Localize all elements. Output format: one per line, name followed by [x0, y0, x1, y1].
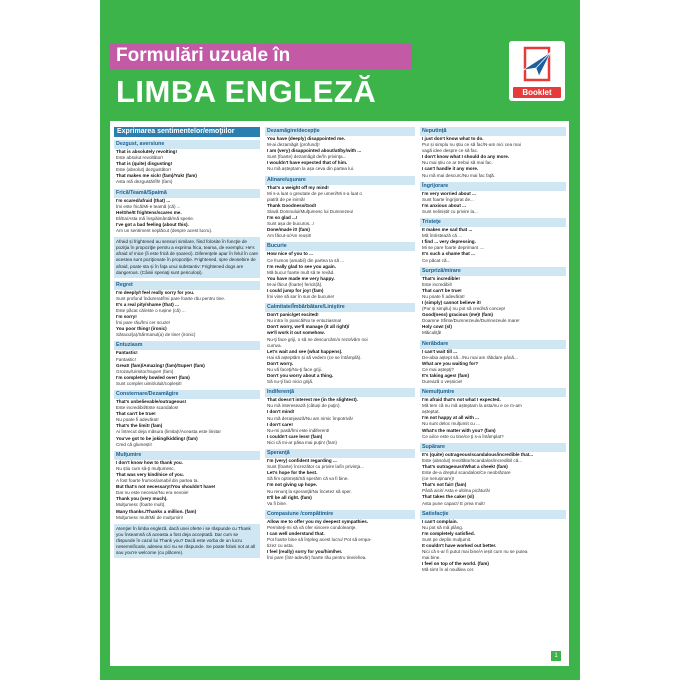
english-phrase: Fantastic!	[116, 350, 138, 356]
romanian-translation: Mi s-a luat o greutate de pe umeri/Mi s-a luat o	[267, 190, 362, 196]
section-heading: Entuziasm	[114, 341, 260, 350]
page-title: LIMBA ENGLEZĂ	[116, 74, 377, 109]
romanian-translation: Ai întrecut deja măsura (limita)!/Aceasta este limita!	[116, 429, 221, 435]
romanian-translation: Nu știu cum să-ţi mulţumesc.	[116, 465, 175, 471]
romanian-translation: Este absolut revoltător!	[116, 155, 163, 161]
content-sheet	[110, 121, 569, 666]
english-phrase: I'm deeply/I feel really sorry for you.	[116, 289, 195, 295]
romanian-translation: De-abia aștept să.../Nu mai am răbdare până...	[422, 354, 518, 360]
romanian-translation: Să nu-ţi faci nicio grijă.	[267, 379, 314, 385]
section-heading: Speranţă	[265, 449, 415, 458]
romanian-translation: Nu sunt deloc mulţumit cu ...	[422, 421, 480, 427]
romanian-translation: Va fi bine.	[267, 500, 288, 506]
section-exprimarea-sentimentelor-emotiilor	[114, 127, 260, 137]
romanian-translation: Sunt complet uimit/uluit/copleșit!	[116, 380, 182, 386]
english-phrase: I'm not happy at all with ...	[422, 415, 479, 421]
english-phrase: Let's hope for the best.	[267, 470, 318, 476]
section-heading: Bucurie	[265, 242, 415, 251]
romanian-translation: piatră de pe inimă!	[267, 196, 305, 202]
section-heading: Consternare/Dezamăgire	[114, 390, 260, 399]
romanian-translation: Sunt (foarte) încrezător cu privire la/în privinţa...	[267, 464, 365, 470]
paper-plane-icon	[521, 46, 553, 84]
romanian-translation: Doamne Sfinte/Dumnezeule/Dumnezeule mare!	[422, 318, 520, 324]
romanian-translation: Ce păcat că...	[422, 257, 451, 263]
romanian-translation: Îmi pare rău/Îmi cer scuze!	[116, 320, 171, 326]
romanian-translation: Sunt pe deplin mulţumit.	[422, 536, 472, 542]
english-phrase: That's incredible!	[422, 275, 460, 281]
section-consternare-dezamagire	[114, 390, 260, 448]
column-1	[114, 127, 260, 662]
section-heading: Neputinţă	[420, 127, 566, 136]
section-heading: Dezgust, aversiune	[114, 140, 260, 149]
romanian-translation: Nu mă așteptam la așa ceva din partea lui.	[267, 166, 355, 172]
romanian-translation: Săracul(a)/Sărmanul(a) de tine! (ironic)	[116, 332, 196, 338]
romanian-translation: Este păcat că/este o rușine (că) ...	[116, 307, 186, 313]
english-phrase: I'm so glad ...!	[267, 215, 298, 221]
english-phrase: You have made me very happy.	[267, 275, 335, 281]
section-heading: Dezamăgire/decepţie	[265, 127, 415, 136]
romanian-translation: Nu mă mai descurc/Nu mai fac faţă.	[422, 172, 496, 178]
romanian-translation: vagă idee despre ce să fac.	[422, 148, 479, 154]
section-heading: Frică/Teamă/Spaimă	[114, 189, 260, 198]
romanian-translation: Am făcut-o/Am reușit!	[267, 233, 312, 239]
romanian-translation: Nici că mi-ar păsa mai puţin! (fam)	[267, 439, 337, 445]
romanian-translation: M-ai făcut (foarte) fericit(ă).	[267, 281, 323, 287]
romanian-translation: Mă simt în al nouălea cer.	[422, 567, 475, 573]
section-surpriza-mirare	[420, 267, 566, 337]
romanian-translation: Sunt neliniștit cu privire la...	[422, 208, 478, 214]
romanian-translation: Sunt foarte îngrijorat de...	[422, 196, 474, 202]
romanian-translation: Îmi vine să sar în sus de bucurie!	[267, 294, 335, 300]
romanian-translation: Pot foarte bine să înţeleg acest lucru/ Pot să empa-	[267, 537, 372, 543]
english-phrase: I couldn't care less! (fam)	[267, 433, 323, 439]
section-bucurie	[265, 242, 415, 300]
section-heading: Mulţumire	[114, 451, 260, 460]
english-phrase: I am (very) disappointed about/at/by/with ...	[267, 148, 362, 154]
romanian-translation: Pur și simplu nu știu ce să fac/N-am nici cea mai	[422, 142, 521, 148]
romanian-translation: Nu poate fi adevărat!	[116, 417, 159, 423]
english-phrase: we'll work it out somehow.	[267, 330, 325, 336]
english-phrase: That's unbelievable/outrageous!	[116, 399, 187, 404]
english-phrase: Don't you worry about a thing.	[267, 373, 334, 379]
english-phrase: Great! (fam)/Amazing! (fam)/Super! (fam)	[116, 362, 205, 368]
english-phrase: That was very kind/nice of you.	[116, 471, 184, 477]
english-phrase: I can't complain.	[422, 518, 458, 524]
english-phrase: I can't wait till ...	[422, 348, 458, 354]
info-note: Afraid și frightened au sensuri similare, fiind folosite în funcţie de poziţia în propoziţie pentru a exprima frica, teama, de exemplu: He's afraid of mice (Îi este frică de șoareci). Diferenţele apar în felul în care acestea sunt poziţionate în propoziţie. Frightened, spre deosebire de afraid, poate sta și în faţa unui substantiv: Frightened dogs are dangerous. (Câinii speriaţi sunt periculoși).	[114, 237, 260, 278]
section-regret	[114, 281, 260, 339]
english-phrase: That's not fair! (fam)	[422, 482, 467, 488]
romanian-translation: Durează o veșnicie!	[422, 379, 463, 384]
english-phrase: I (simply) cannot believe it!	[422, 299, 481, 305]
section-heading: Nemulţumire	[420, 388, 566, 397]
romanian-translation: Sunt (foarte) dezamăgit de/în privinţa...	[267, 154, 347, 160]
english-phrase: Thank Goodness/God!	[267, 202, 317, 208]
english-phrase: It's a real pity/shame (that) ...	[116, 301, 179, 307]
romanian-translation: Mulţumesc (foarte mult).	[116, 502, 166, 508]
romanian-translation: Nu vă faceţi/Nu-ţi face griji.	[267, 367, 322, 372]
english-phrase: Let's wait and see (what happens).	[267, 348, 343, 354]
english-phrase: It'll be all right. (fam)	[267, 494, 312, 500]
english-phrase: That can't be true!	[116, 411, 156, 417]
section-frica-teama-spaima	[114, 189, 260, 235]
phrasebook-page	[100, 0, 580, 680]
english-phrase: That's a weight off my mind!	[267, 184, 329, 190]
romanian-translation: Este incredibil/Este scandalos!	[116, 405, 179, 411]
logo-text: Booklet	[513, 87, 561, 98]
romanian-translation: Este (absolut) dezgustător!	[116, 167, 171, 173]
section-heading: Satisfacţie	[420, 510, 566, 519]
english-phrase: Good(ness) gracious (me)! (fam)	[422, 312, 493, 318]
romanian-translation: Mă bucur foarte mult să te revăd.	[267, 269, 335, 275]
english-phrase: Many thanks./Thanks a million. (fam)	[116, 508, 197, 514]
english-phrase: That can't be true!	[422, 287, 462, 293]
english-phrase: That is (quite) disgusting!	[116, 161, 173, 167]
romanian-translation: Nu mă interesează (câtuși de puţin).	[267, 403, 341, 409]
english-phrase: I'm very worried about ...	[422, 190, 476, 196]
column-3	[420, 127, 566, 662]
romanian-translation: Nu intra în panică/Nu te entuziasma!	[267, 318, 342, 324]
romanian-translation: Cred că glumești!	[116, 441, 152, 447]
english-phrase: You've got to be joking/kidding! (fam)	[116, 435, 198, 441]
section-heading: Calmitate/Îmbărbătare/Liniştire	[265, 303, 415, 312]
romanian-translation: Nu poate fi adevărat!	[422, 293, 465, 299]
english-phrase: It's such a shame that ...	[422, 251, 475, 257]
section-heading: Tristeţe	[420, 218, 566, 227]
romanian-translation: Grozav/Uimitor/Super! (fam)	[116, 368, 174, 374]
english-phrase: It couldn't have worked out better.	[422, 542, 497, 548]
romanian-translation: Să fim optimiști/Să sperăm că va fi bine.	[267, 476, 349, 482]
english-phrase: I find ... very depressing.	[422, 239, 476, 245]
english-phrase: Don't panic/get excited!	[267, 312, 319, 318]
romanian-translation: Nu-mi pasă/Îmi este indiferent!	[267, 427, 330, 433]
english-phrase: I feel (really) sorry for you/him/her.	[267, 549, 343, 555]
romanian-translation: Ce mai aștepţi?	[422, 366, 454, 372]
english-phrase: Don't worry, we'll manage (it all right)/	[267, 324, 350, 330]
romanian-translation: tizez cu asta.	[267, 543, 294, 549]
romanian-translation: M-ai dezamăgit (profund)!	[267, 142, 320, 148]
section-satisfactie	[420, 510, 566, 574]
romanian-translation: Am un sentiment neplăcut (despre acest lucru).	[116, 228, 213, 234]
english-phrase: That doesn't interest me (in the slightest).	[267, 397, 358, 403]
romanian-translation: Slavă Domnului/Mulţumesc lui Dumnezeu!	[267, 208, 354, 214]
romanian-translation: Ce ai/ce este cu tine/ce ţi s-a întâmplat?	[422, 433, 504, 439]
english-phrase: What are you waiting for?	[422, 360, 479, 366]
english-phrase: I'm (very) confident regarding ...	[267, 458, 337, 464]
romanian-translation: Nu mă deranjează/Nu am nimic împotrivă!	[267, 415, 353, 421]
english-phrase: I don't mind!	[267, 409, 295, 415]
romanian-translation: mai bine.	[422, 555, 441, 561]
column-2	[265, 127, 415, 662]
booklet-logo	[509, 41, 565, 101]
english-phrase: I wouldn't have expected that of him.	[267, 160, 348, 166]
english-phrase: I don't know what I should do any more.	[422, 154, 510, 160]
romanian-translation: Hai să așteptăm și să vedem (ce se întâmplă).	[267, 354, 362, 360]
romanian-translation: Nu pot să mă plâng.	[422, 524, 464, 530]
english-phrase: I can't handle it any more.	[422, 166, 479, 172]
section-heading: Supărare	[420, 443, 566, 452]
section-ingrijorare	[420, 182, 566, 215]
english-phrase: You poor thing! (ironic)	[116, 326, 167, 332]
section-indiferenta	[265, 388, 415, 446]
english-phrase: Done/made it! (fam)	[267, 227, 310, 233]
english-phrase: Don't worry.	[267, 360, 294, 366]
section-entuziasm	[114, 341, 260, 387]
section-heading: Compasiune /compătimire	[265, 510, 415, 519]
english-phrase: I've got a bad feeling (about this).	[116, 221, 189, 227]
section-heading: Exprimarea sentimentelor/emoţiilor	[114, 127, 260, 137]
romanian-translation: (Pur și simplu) nu pot să cred/să concep!	[422, 306, 506, 312]
english-phrase: I'm not giving up hope.	[267, 482, 318, 488]
english-phrase: I'm afraid that's not what I expected.	[422, 397, 501, 403]
section-multumire	[114, 451, 260, 521]
section-heading: Nerăbdare	[420, 340, 566, 349]
romanian-translation: El/Ea/Asta mă înspăimântă/mă sperie.	[116, 215, 195, 221]
romanian-translation: Mi se pare foarte deprimant ....	[422, 245, 485, 251]
section-alinare-usurare	[265, 176, 415, 240]
section-nemultumire	[420, 388, 566, 440]
english-phrase: I can well understand that.	[267, 530, 325, 536]
romanian-translation: Dar nu este necesar/Nu era nevoie!	[116, 490, 189, 496]
section-neputinta	[420, 127, 566, 179]
english-phrase: It's taking ages! (fam)	[422, 372, 470, 378]
english-phrase: I'm sorry!	[116, 314, 137, 320]
english-phrase: How nice of you to ...	[267, 251, 313, 257]
english-phrase: You have (deeply) disappointed me.	[267, 136, 346, 141]
english-phrase: That's outrageous!/What a cheek! (fam)	[422, 463, 508, 469]
info-note: Atenţie! În limba engleză, dacă unei oferte i se răspunde cu Thank you înseamnă că aceasta a fost deja acceptată. Dar cum se răspunde în cazul lui Thank you? Dacă este vorba de un lucru nesemnificativ, adesea nici nu se răspunde. Se poate folosi not at all sau you're welcome (cu plăcere).	[114, 524, 260, 558]
page-number: 1	[551, 651, 561, 661]
romanian-translation: Sunt profund îndurerat/Îmi pare foarte rău pentru tine.	[116, 295, 226, 301]
english-phrase: He/She/It frightens/scares me.	[116, 209, 182, 215]
romanian-translation: A fost foarte frumos/amabil din partea ta.	[116, 478, 199, 484]
english-phrase: That takes the cake! (sl)	[422, 494, 475, 500]
romanian-translation: Este incredibil!	[422, 281, 452, 287]
section-calmitate-imbarbatare-linistire	[265, 303, 415, 385]
romanian-translation: Nu renunţ la speranţă/Nu încetez să sper.	[267, 488, 352, 494]
romanian-translation: Asta pune capac!/ E prea mult!	[422, 500, 485, 506]
english-phrase: I don't care!	[267, 421, 293, 427]
romanian-translation: Îmi pare (într-adevăr) foarte rău pentru tine/el/ea.	[267, 555, 367, 561]
romanian-translation: Mă tem că nu mă așteptam la asta/nu e ce m-am	[422, 403, 522, 409]
section-heading: Indiferenţă	[265, 388, 415, 397]
english-phrase: I don't know how to thank you.	[116, 459, 183, 465]
section-speranta	[265, 449, 415, 507]
page-subtitle: Formulări uzuale în	[116, 45, 291, 66]
romanian-translation: Sunt așa de bucuros...!	[267, 221, 315, 227]
romanian-translation: Nu mai știu ce ar trebui să mai fac.	[422, 160, 493, 166]
romanian-translation: Permiteţi-mi să vă ofer sincere condoleanţe.	[267, 524, 357, 530]
romanian-translation: Asta mă dezgustă!/Îh! (fam)	[116, 179, 173, 185]
romanian-translation: Este (absolut) revoltător/scandalos/incredibil că...	[422, 457, 523, 463]
romanian-translation: Măiculiţă!	[422, 330, 442, 336]
section-heading: Surpriză/mirare	[420, 267, 566, 276]
english-phrase: I'm anxious about ...	[422, 202, 466, 208]
section-heading: Regret	[114, 281, 260, 290]
english-phrase: I'm really glad to see you again.	[267, 263, 337, 269]
english-phrase: I'm completely bowled over! (fam)	[116, 374, 190, 380]
romanian-translation: cumva.	[267, 342, 282, 348]
romanian-translation: așteptat.	[422, 409, 440, 415]
section-heading: Îngrijorare	[420, 182, 566, 191]
english-phrase: That makes me sick! (fam)/Yuk! (fam)	[116, 173, 197, 179]
english-phrase: It's (quite) outrageous/scandalous/incredible that...	[422, 451, 534, 457]
english-phrase: Thank you (very much).	[116, 496, 168, 502]
romanian-translation: Este de-a dreptul scandalos/Ce neobrăzare	[422, 470, 511, 476]
romanian-translation: Nici că s-ar fi putut mai bine/A ieșit cum nu se putea	[422, 549, 528, 555]
english-phrase: But that's not necessary!/You shouldn't have!	[116, 484, 216, 490]
english-phrase: I feel on top of the world. (fam)	[422, 561, 489, 567]
section-dezamagire-deceptie	[265, 127, 415, 173]
english-phrase: That's the limit! (fam)	[116, 423, 163, 429]
romanian-translation: Mă întristează că ...	[422, 233, 463, 239]
section-compasiune-compatimire	[265, 510, 415, 562]
romanian-translation: Nu-ţi face griji, o să ne descurcăm/o rezolvăm noi	[267, 336, 368, 342]
section-dezgust-aversiune	[114, 140, 260, 186]
english-phrase: Allow me to offer you my deepest sympathies.	[267, 518, 369, 524]
english-phrase: I could jump for joy! (fam)	[267, 287, 324, 293]
romanian-translation: Fantastic!	[116, 356, 136, 362]
english-phrase: Holy cow! (sl)	[422, 324, 452, 330]
section-suparare	[420, 443, 566, 507]
romanian-translation: Mulţumesc mult/Mii de mulţumiri!	[116, 514, 183, 520]
section-heading: Alinare/uşurare	[265, 176, 415, 185]
section-tristete	[420, 218, 566, 264]
english-phrase: It makes me sad that ...	[422, 227, 473, 233]
english-phrase: That is absolutely revolting!	[116, 149, 178, 154]
romanian-translation: Îmi este frică/Mi-e teamă (că) ...	[116, 203, 181, 209]
romanian-translation: (ce nerușinare)!	[422, 476, 455, 482]
english-phrase: I'm scared/afraid (that) ...	[116, 197, 171, 203]
english-phrase: I'm completely satisfied.	[422, 530, 475, 536]
english-phrase: What's the matter with you? (fam)	[422, 427, 496, 433]
romanian-translation: Ce frumos (amabil) din partea ta să ...	[267, 257, 345, 263]
romanian-translation: Până aici!/ Asta e ultima picătură!	[422, 488, 490, 494]
english-phrase: I just don't know what to do.	[422, 136, 484, 141]
section-nerabdare	[420, 340, 566, 386]
